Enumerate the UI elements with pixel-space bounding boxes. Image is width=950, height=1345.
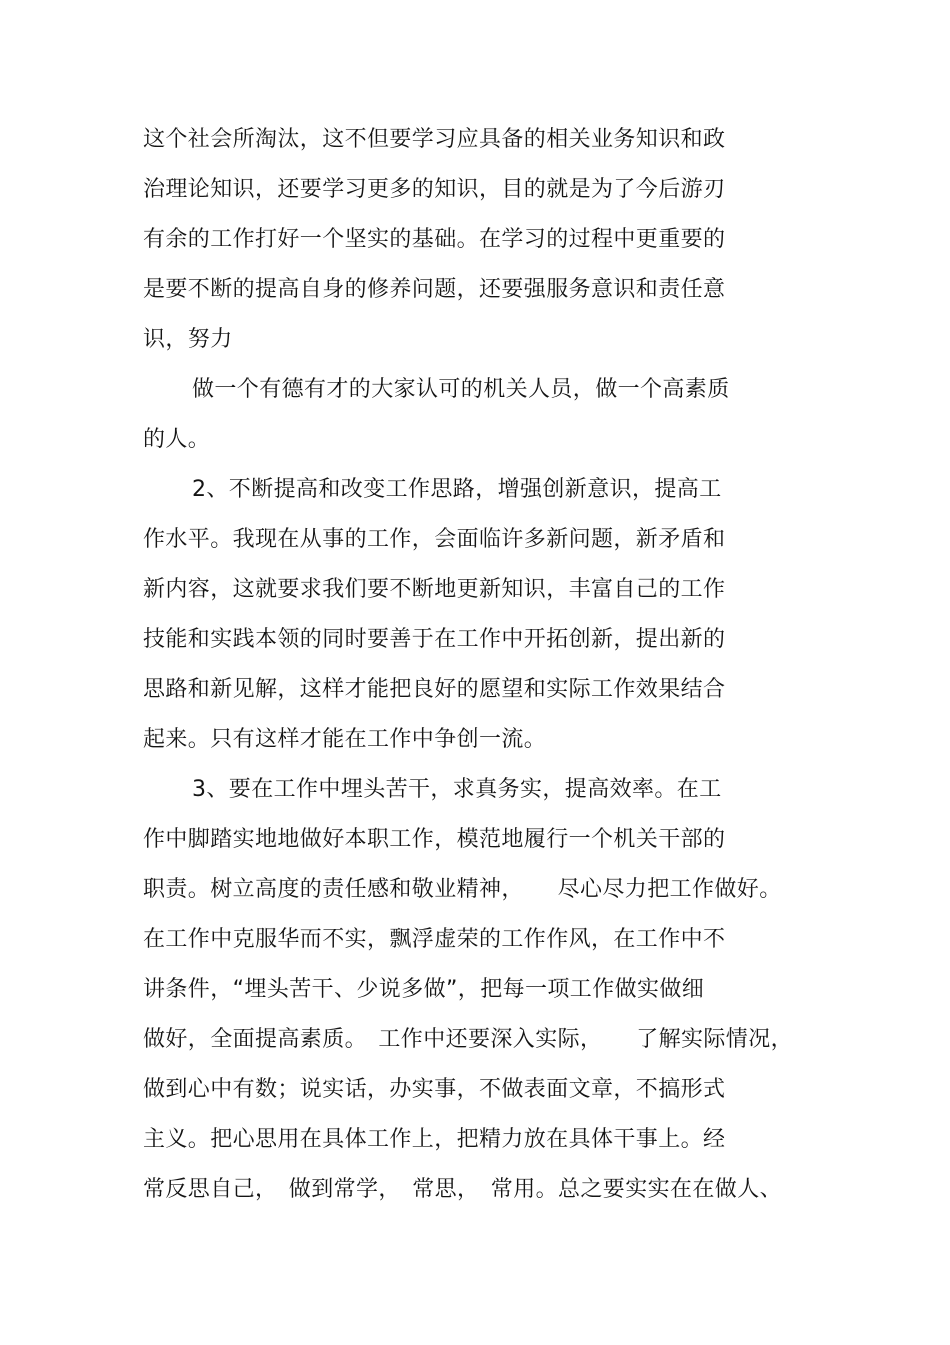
text-line-2: 治理论知识，还要学习更多的知识，目的就是为了今后游刃 bbox=[143, 177, 726, 202]
text-line-16: 职责。树立高度的责任感和敬业精神， 尽心尽力把工作做好。 bbox=[143, 877, 782, 902]
text-line-11: 技能和实践本领的同时要善于在工作中开拓创新，提出新的 bbox=[143, 627, 726, 652]
text-line-9: 作水平。我现在从事的工作，会面临许多新问题，新矛盾和 bbox=[143, 527, 726, 552]
text-line-22: 常反思自己， 做到常学， 常思， 常用。总之要实实在在做人、 bbox=[143, 1177, 783, 1202]
paragraph-start-line: 做一个有德有才的大家认可的机关人员，做一个高素质 bbox=[192, 377, 730, 402]
text-line-12: 思路和新见解，这样才能把良好的愿望和实际工作效果结合 bbox=[143, 677, 726, 702]
text-line-10: 新内容，这就要求我们要不断地更新知识，丰富自己的工作 bbox=[143, 577, 726, 602]
text-line-5: 识，努力 bbox=[143, 327, 233, 352]
text-line-15: 作中脚踏实地地做好本职工作，模范地履行一个机关干部的 bbox=[143, 827, 726, 852]
text-line-4: 是要不断的提高自身的修养问题，还要强服务意识和责任意 bbox=[143, 277, 726, 302]
text-line-7: 的人。 bbox=[143, 427, 211, 452]
text-line-13: 起来。只有这样才能在工作中争创一流。 bbox=[143, 727, 547, 752]
text-line-19: 做好，全面提高素质。 工作中还要深入实际， 了解实际情况， bbox=[143, 1027, 794, 1052]
text-line-20: 做到心中有数；说实话，办实事，不做表面文章，不搞形式 bbox=[143, 1077, 726, 1102]
text-line-21: 主义。把心思用在具体工作上，把精力放在具体干事上。经 bbox=[143, 1127, 726, 1152]
section-2-heading-line: 2、不断提高和改变工作思路，增强创新意识，提高工 bbox=[192, 477, 722, 502]
text-line-17: 在工作中克服华而不实，飘浮虚荣的工作作风，在工作中不 bbox=[143, 927, 726, 952]
text-line-3: 有余的工作打好一个坚实的基础。在学习的过程中更重要的 bbox=[143, 227, 726, 252]
text-line-18: 讲条件，“埋头苦干、少说多做”，把每一项工作做实做细 bbox=[143, 977, 705, 1002]
text-line-1: 这个社会所淘汰，这不但要学习应具备的相关业务知识和政 bbox=[143, 127, 726, 152]
section-3-heading-line: 3、要在工作中埋头苦干，求真务实，提高效率。在工 bbox=[192, 777, 722, 802]
